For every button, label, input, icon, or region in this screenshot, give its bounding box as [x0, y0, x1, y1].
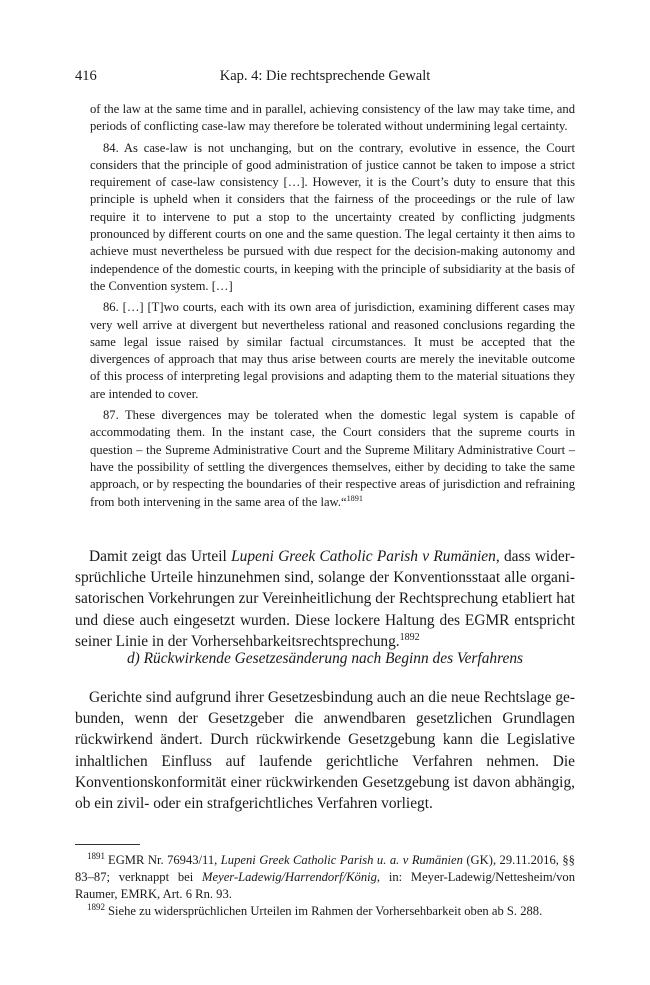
footnote-authors: Meyer-Ladewig/Harrendorf/König — [202, 870, 377, 884]
quote-paragraph-86: 86. […] [T]wo courts, each with its own area of jurisdiction, examining different cases may very well arrive at divergent but nevertheless rational and reasoned conclusions regarding the same legal issue raised by similar factual circumstances. It must be accepted that the divergences of approach that may thus arise between courts are merely the inevitable outcome of this process of interpreting legal provisions and adapting them to the material situations they are intended to cover. — [90, 300, 575, 401]
section-subheading: d) Rückwirkende Gesetzesänderung nach Beginn des Verfahrens — [126, 650, 524, 667]
footnote-text: (GK), 29.11.2016, §§ 83–87; verknappt bei — [75, 853, 575, 884]
footnote-text: Siehe zu widersprüchlichen Urteilen im Rahmen der Vorhersehbarkeit oben ab S. 288. — [108, 904, 543, 918]
quote-paragraph-87 — [90, 407, 575, 511]
quote-paragraph-84: 84. As case-law is not unchanging, but on the contrary, evolutive in essence, the Court considers that the principle of good administration of justice cannot be taken to impose a strict requirement of case-law consistency […]. However, it is the Court’s duty to ensure that this principle is upheld when it considers that the fairness of the proceedings or the rule of law require it to intervene to put a stop to the uncertainty created by conflicting judgments pronounced by different courts on one and the same question. The legal certainty it then aims to achieve must nevertheless be pursued with due respect for the decision-making autonomy and independence of the domestic courts, in keeping with the principle of subsidiarity at the basis of the Convention system. […] — [90, 140, 575, 293]
footnote-number: 1891 — [87, 850, 105, 861]
footnote-ref-1891: 1891 — [346, 493, 363, 503]
footnote-1891 — [75, 852, 575, 903]
body-paragraph-2 — [75, 687, 575, 814]
block-quote — [90, 101, 575, 511]
footnote-ref-1892: 1892 — [399, 631, 420, 643]
body2-text: Gerichte sind aufgrund ihrer Gesetzesbindung auch an die neue Rechtslage gebunden, wenn der Gesetzgeber die anwendbaren gesetzlichen Grundlagen rückwirkend ändert. Durch rückwirkende Gesetzgebung kann die Legislative inhaltlichen Einfluss auf laufende gerichtliche Verfahren nehmen. Die Konventionskonformität einer rückwirkenden Gesetzgebung ist davon abhängig, ob ein zivil- oder ein strafgerichtliches Verfahren vorliegt. — [75, 689, 575, 813]
footnote-case-name: Lupeni Greek Catholic Parish u. a. v Rumänien — [220, 853, 463, 867]
quote-paragraph-87-text: 87. These divergences may be tolerated when the domestic legal system is capable of accommodating them. In the instant case, the Court considers that the supreme courts in question – the Supreme Administrative Court and the Supreme Military Administrative Court – have the possibility of settling the divergences themselves, either by deciding to take the same approach, or by respecting the boundaries of their respective areas of jurisdiction and refraining from both intervening in the same area of the law.“ — [90, 408, 575, 509]
footnote-text: , in: Meyer-Ladewig/Nettesheim/von Raumer, EMRK, Art. 6 Rn. 93. — [75, 870, 576, 901]
footnote-separator — [75, 844, 140, 845]
case-name: Lupeni Greek Catholic Parish v Rumänien — [231, 548, 496, 565]
quote-paragraph-continued: of the law at the same time and in parallel, achieving consistency of the law may take time, and periods of conflicting case-law may therefore be tolerated without undermining legal certainty. — [90, 102, 575, 134]
footnote-number: 1892 — [87, 901, 105, 912]
footnotes — [75, 852, 575, 920]
footnote-text: EGMR Nr. 76943/11, — [108, 853, 221, 867]
body-paragraph-1 — [75, 546, 575, 652]
body1-text-pre: Damit zeigt das Urteil — [89, 548, 232, 565]
body1-text-post: , dass widersprüchliche Urteile hinzunehmen sind, solange der Konventionsstaat alle organisatorischen Vorkehrungen zur Vereinheitlichung der Rechtsprechung etabliert hat und diese auch eingesetzt wurden. Diese lockere Haltung des EGMR entspricht seiner Linie in der Vorhersehbarkeitsrechtsprechung. — [75, 548, 576, 650]
footnote-1892 — [75, 903, 575, 920]
page-header — [75, 68, 575, 88]
running-head: Kap. 4: Die rechtsprechende Gewalt — [219, 68, 431, 84]
page-number: 416 — [75, 68, 97, 84]
